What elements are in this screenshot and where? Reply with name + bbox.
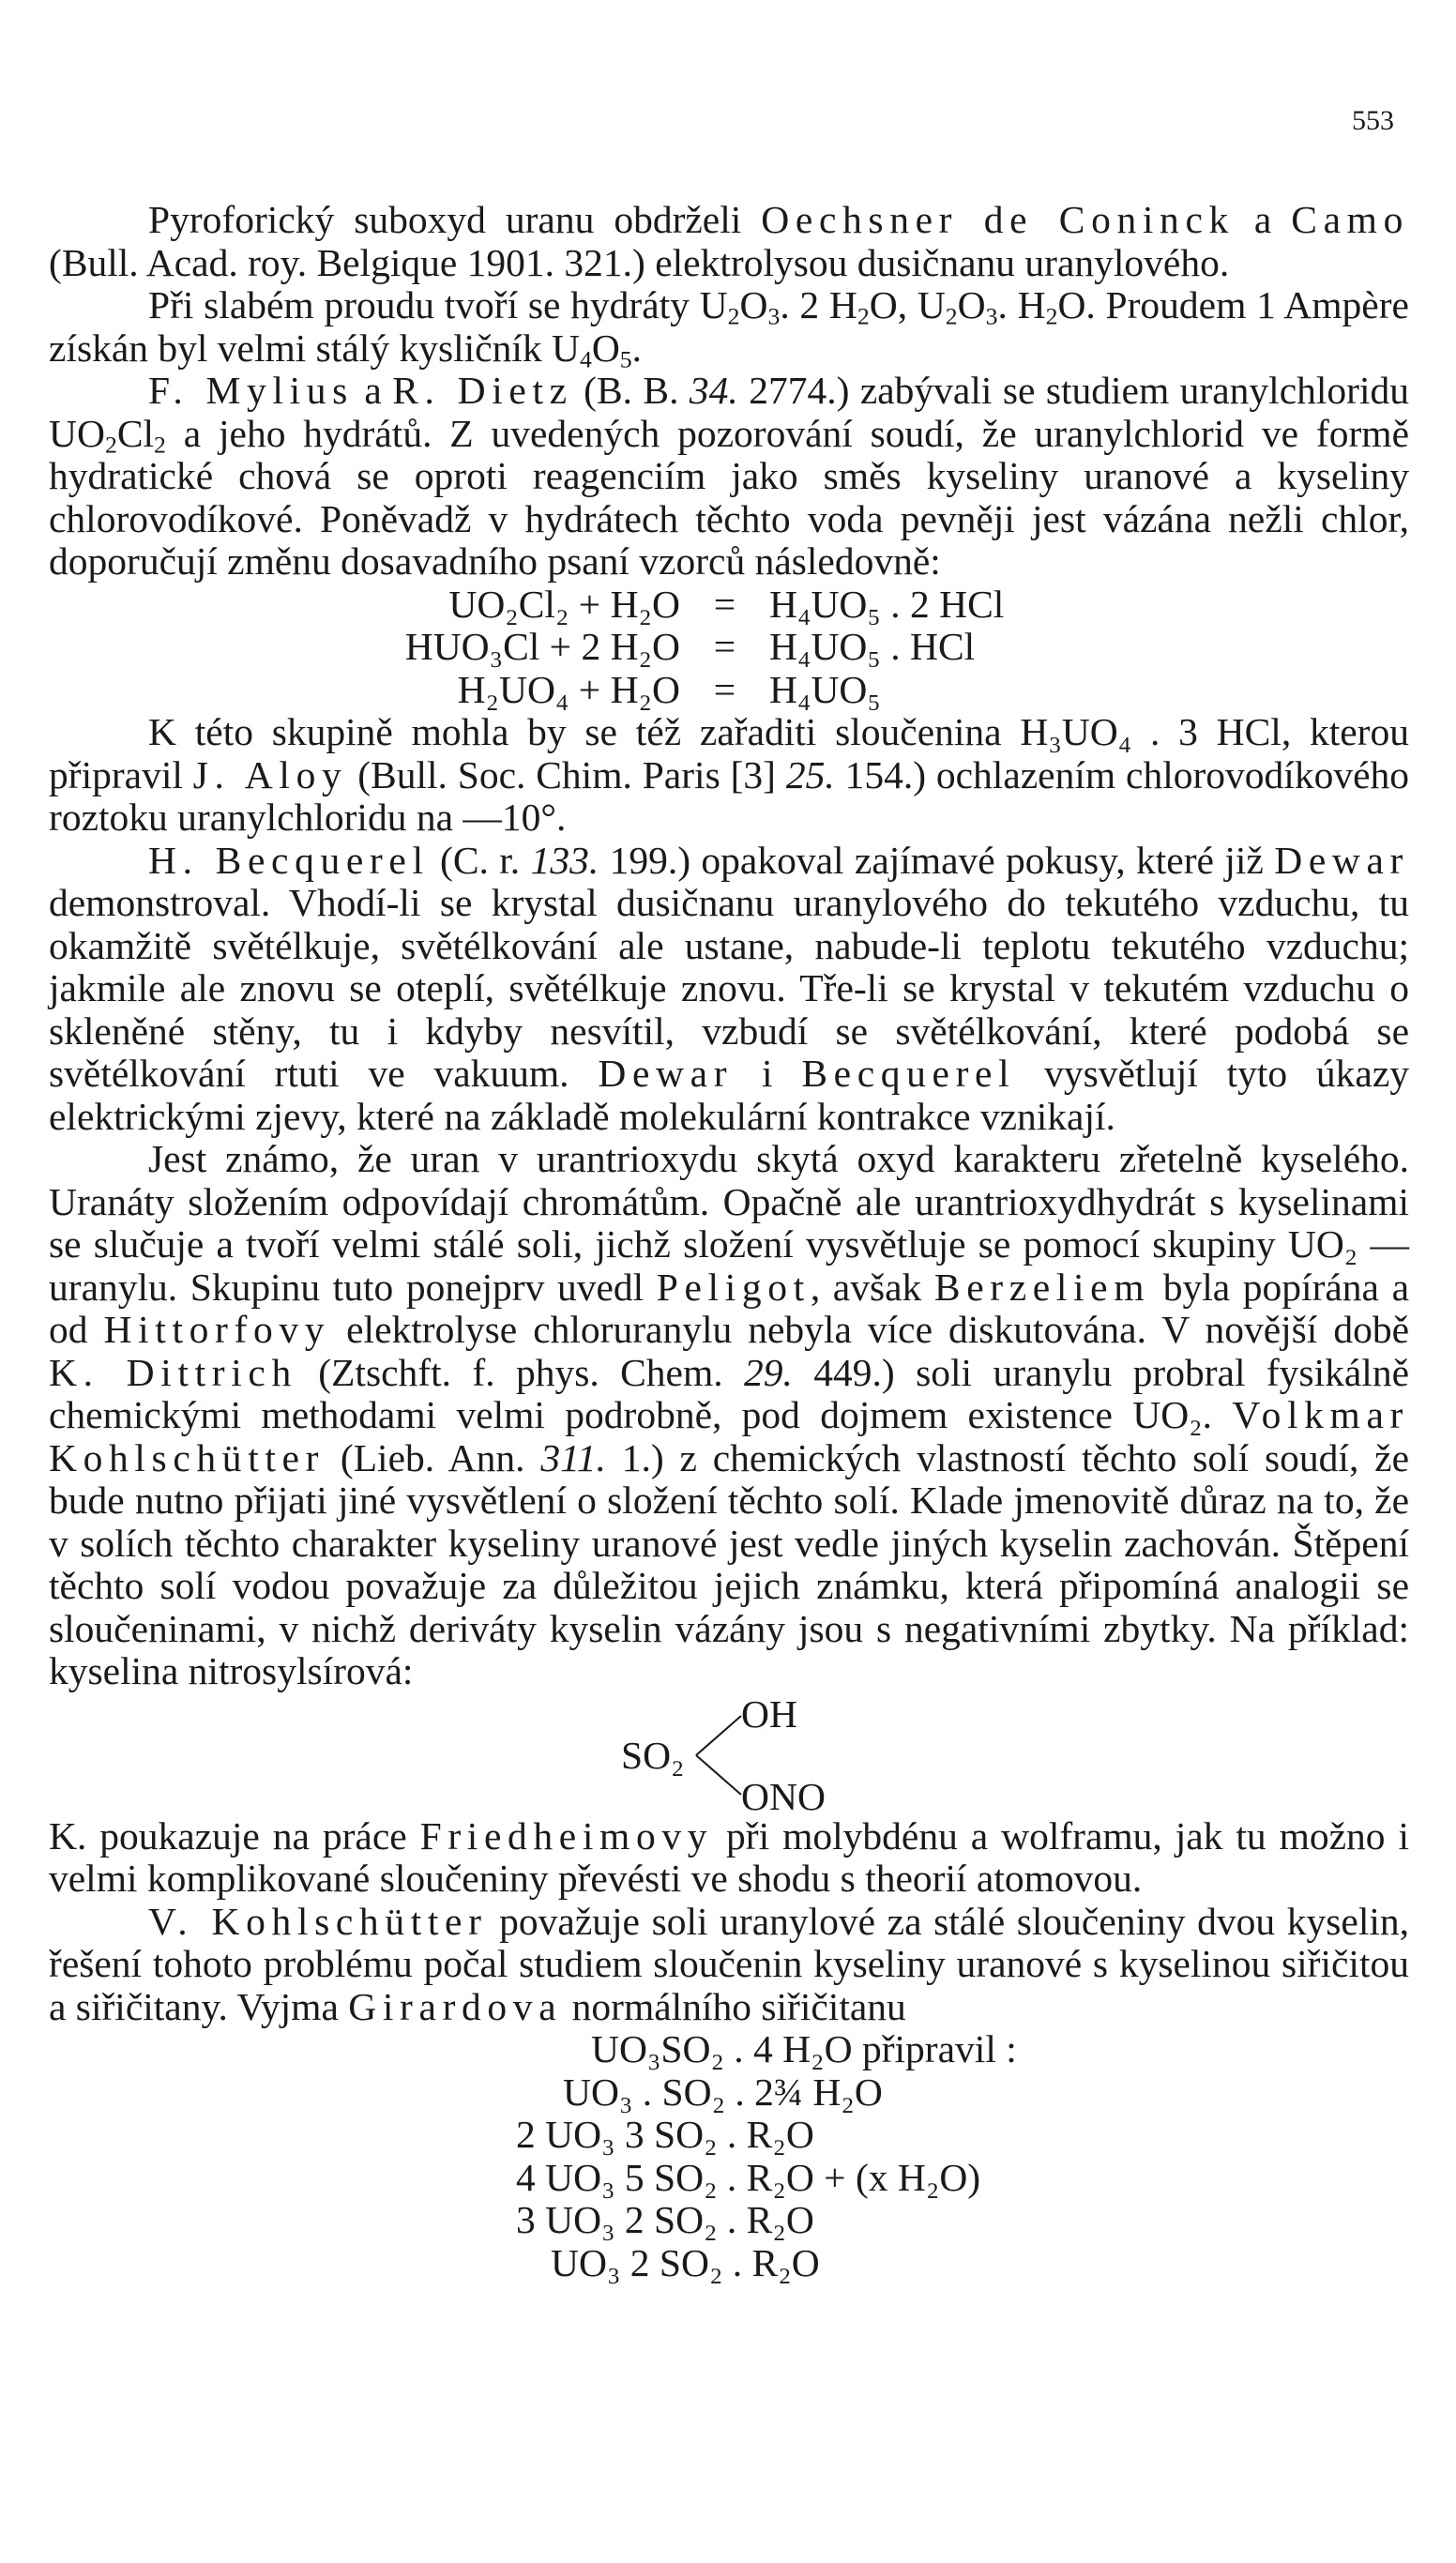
sulfite-formula: UO₃ 2 SO₂ . R₂O [551,2240,820,2284]
volume-number: 25. [785,752,835,796]
subscript: 2 [154,430,166,458]
author-name: Dewar [598,1052,734,1095]
text-run: O. Proudem 1 Ampère získán byl velmi stálý kysličník U [49,283,1409,370]
formula-bonds [694,1710,745,1800]
text-run: (C. r. [429,838,531,882]
equals-sign: = [713,667,736,711]
text-run: 1.) z chemických vlastností těchto solí soudí, že bude nutno přijati jiné vysvětlení o složení těchto solí. Klade jmenovitě důraz na to, že v solích těchto charakter kyseliny uranové jest vedle jiných kyselin zachován. Štěpení těchto solí vodou považuje za důležitou jejich známku, která připomíná analogii se sloučeninami, v nichž deriváty kyselin vázány jsou s negativními zbytky. Na příklad: kyselina nitrosylsírová: [49,1435,1409,1692]
formula-bottom: ONO [741,1774,826,1818]
text-run: (Lieb. Ann. [325,1435,541,1479]
text-run: K. poukazuje na práce [49,1813,420,1858]
text-run: (Ztschft. f. phys. Chem. [296,1350,745,1394]
subscript: 2 [1045,302,1058,330]
author-name: Peligot [656,1265,811,1309]
text-run: byla popírána a od [49,1265,1409,1351]
text-run: O [591,326,620,370]
page-number: 553 [1352,105,1394,136]
author-name: F. Mylius [148,369,354,412]
paragraph-friedheim [49,1815,1409,1901]
text-run: vysvětlují tyto úkazy elektrickými zjevy, které na základě molekulární kontrakce vznikají. [49,1052,1410,1138]
structural-formula [621,1691,902,1818]
author-name: Berzeliem [933,1265,1151,1309]
equation-row [394,584,1409,627]
author-name: H. Becquerel [148,838,430,882]
text-run: (Bull. Acad. roy. Belgique 1901. 321.) elektrolysou dusičnanu uranylového. [49,240,1230,284]
author-name: R. Dietz [392,369,573,412]
paragraph-aloy [49,711,1409,840]
text-run: O [739,283,768,326]
text-run: považuje soli uranylové za stálé sloučeniny dvou kyselin, řešení tohoto problému počal studiem sloučenin kyseliny uranové s kyselinou siřičitou a siřičitany. Vyjma [49,1899,1410,2028]
text-run: i [733,1052,802,1095]
paragraph-becquerel [49,840,1409,1139]
sulfite-formula: 3 UO₃ 2 SO₂ . R₂O [516,2198,814,2241]
paragraph-suboxide [49,199,1409,284]
equation-left: H₂UO₄ + H₂O [457,667,680,711]
equation-row [394,669,1409,712]
volume-number: 311. [540,1435,606,1479]
text-run: . 2 H [780,283,857,326]
text-run: , avšak [810,1265,934,1309]
volume-number: 29. [744,1350,793,1394]
text-run: K této skupině mohla by se též zařaditi sloučenina H₃UO₄ . 3 HCl, kterou připravil [49,710,1409,796]
author-name: K. Dittrich [49,1350,297,1394]
text-run: (B. B. [572,369,690,412]
author-name: Volkmar Kohlschütter [49,1393,1409,1479]
paragraph-uranyl [49,1138,1409,1693]
author-name: J. Aloy [192,752,348,796]
text-run: Při slabém proudu tvoří se hydráty U [148,283,728,326]
text-run: Jest známo, že uran v urantrioxydu skytá oxyd karakteru zřetelně kyselého. Uranáty složením odpovídají chromátům. Opačně ale urantrioxydhydrát s kyselinami se slučuje a tvoří velmi stálé soli, jichž složení vysvětluje se pomocí skupiny UO₂ — uranylu. Skupinu tuto ponejprv uvedl [49,1137,1409,1309]
text-run: a jeho hydrátů. Z uvedených pozorování soudí, že uranylchlorid ve formě hydratické chová se oproti reagenciím jako směs kyseliny uranové a kyseliny chlorovodíkové. Poněvadž v hydrátech těchto voda pevněji jest vázána nežli chlor, doporučují změnu dosavadního psaní vzorců následovně: [49,411,1409,583]
subscript: 3 [767,302,781,330]
author-name: Girardova [348,1984,563,2028]
text-run: při molybdénu a wolframu, jak tu možno i velmi komplikované sloučeniny převésti ve shodu s theorií atomovou. [49,1813,1409,1900]
text-run: demonstroval. Vhodí-li se krystal dusičnanu uranylového do tekutého vzduchu, tu okamžitě světélkuje, světélkování ale ustane, nabude-li teplotu tekutého vzduchu; jakmile ale znovu se oteplí, světélkuje znovu. Tře-li se krystal v tekutém vzduchu o skleněné stěny, tu i kdyby nesvítil, vzbudí se světélkování, které podobá se světélkování rtuti ve vakuum. [49,881,1409,1095]
equation-right: H₄UO₅ . HCl [769,625,976,668]
text-run: 2774.) zabývali se studiem uranylchloridu UO [49,369,1409,455]
author-name: Hittorfovy [103,1308,331,1351]
paragraph-mylius [49,370,1409,584]
formula-top: OH [741,1691,797,1736]
subscript: 2 [104,430,117,458]
text-run: elektrolyse chloruranylu nebyla více diskutována. V novější době [330,1308,1409,1351]
sulfite-formula: UO₃ . SO₂ . 2¾ H₂O [563,2070,883,2114]
equation-block [49,584,1409,712]
author-name: Becquerel [801,1052,1016,1095]
equation-right: H₄UO₅ . 2 HCl [769,582,1005,626]
sulfite-list [49,2028,1409,2284]
text-run: a [353,369,393,412]
paragraph-hydrates [49,284,1409,370]
equals-sign: = [713,582,736,626]
subscript: 2 [945,302,958,330]
equation-row [394,626,1409,669]
author-name: Camo [1291,198,1409,241]
text-run: 154.) ochlazením chlorovodíkového roztoku uranylchloridu na —10°. [49,752,1409,839]
subscript: 5 [619,344,632,372]
text-run: normálního siřičitanu [562,1984,906,2028]
sulfite-formula: 4 UO₃ 5 SO₂ . R₂O + (x H₂O) [516,2155,981,2199]
subscript: 2 [857,302,870,330]
text-run: O [957,283,986,326]
author-name: Oechsner de Coninck [761,198,1235,241]
author-name: Dewar [1274,838,1410,882]
volume-number: 34. [689,369,738,412]
sulfite-formula: 2 UO₃ 3 SO₂ . R₂O [516,2113,814,2156]
text-run: O, U [869,283,946,326]
text-run: a [1234,198,1292,241]
paragraph-kohlschutter [49,1901,1409,2029]
text-run: Pyroforický suboxyd uranu obdrželi [148,198,762,241]
text-run: 199.) opakoval zajímavé pokusy, které již [599,838,1275,882]
text-run: Cl [116,411,155,455]
document-body [49,199,1409,2284]
formula-center: SO₂ [621,1733,685,1777]
sulfite-formula: UO₃SO₂ . 4 H₂O připravil : [591,2027,1017,2070]
equation-left: HUO₃Cl + 2 H₂O [404,625,680,668]
volume-number: 133. [530,838,599,882]
text-run: . H [997,283,1046,326]
equation-right: H₄UO₅ [769,667,881,711]
author-name: Friedheimovy [419,1813,714,1858]
equals-sign: = [713,625,736,668]
text-run: (Bull. Soc. Chim. Paris [3] [347,752,786,796]
subscript: 3 [985,302,998,330]
equation-left: UO₂Cl₂ + H₂O [448,582,680,626]
text-run: 449.) soli uranylu probral fysikálně chemickými methodami velmi podrobně, pod dojmem existence UO₂. [49,1350,1409,1436]
author-name: V. Kohlschütter [148,1899,488,1943]
subscript: 2 [727,302,740,330]
subscript: 4 [579,344,592,372]
text-run: . [631,326,643,370]
